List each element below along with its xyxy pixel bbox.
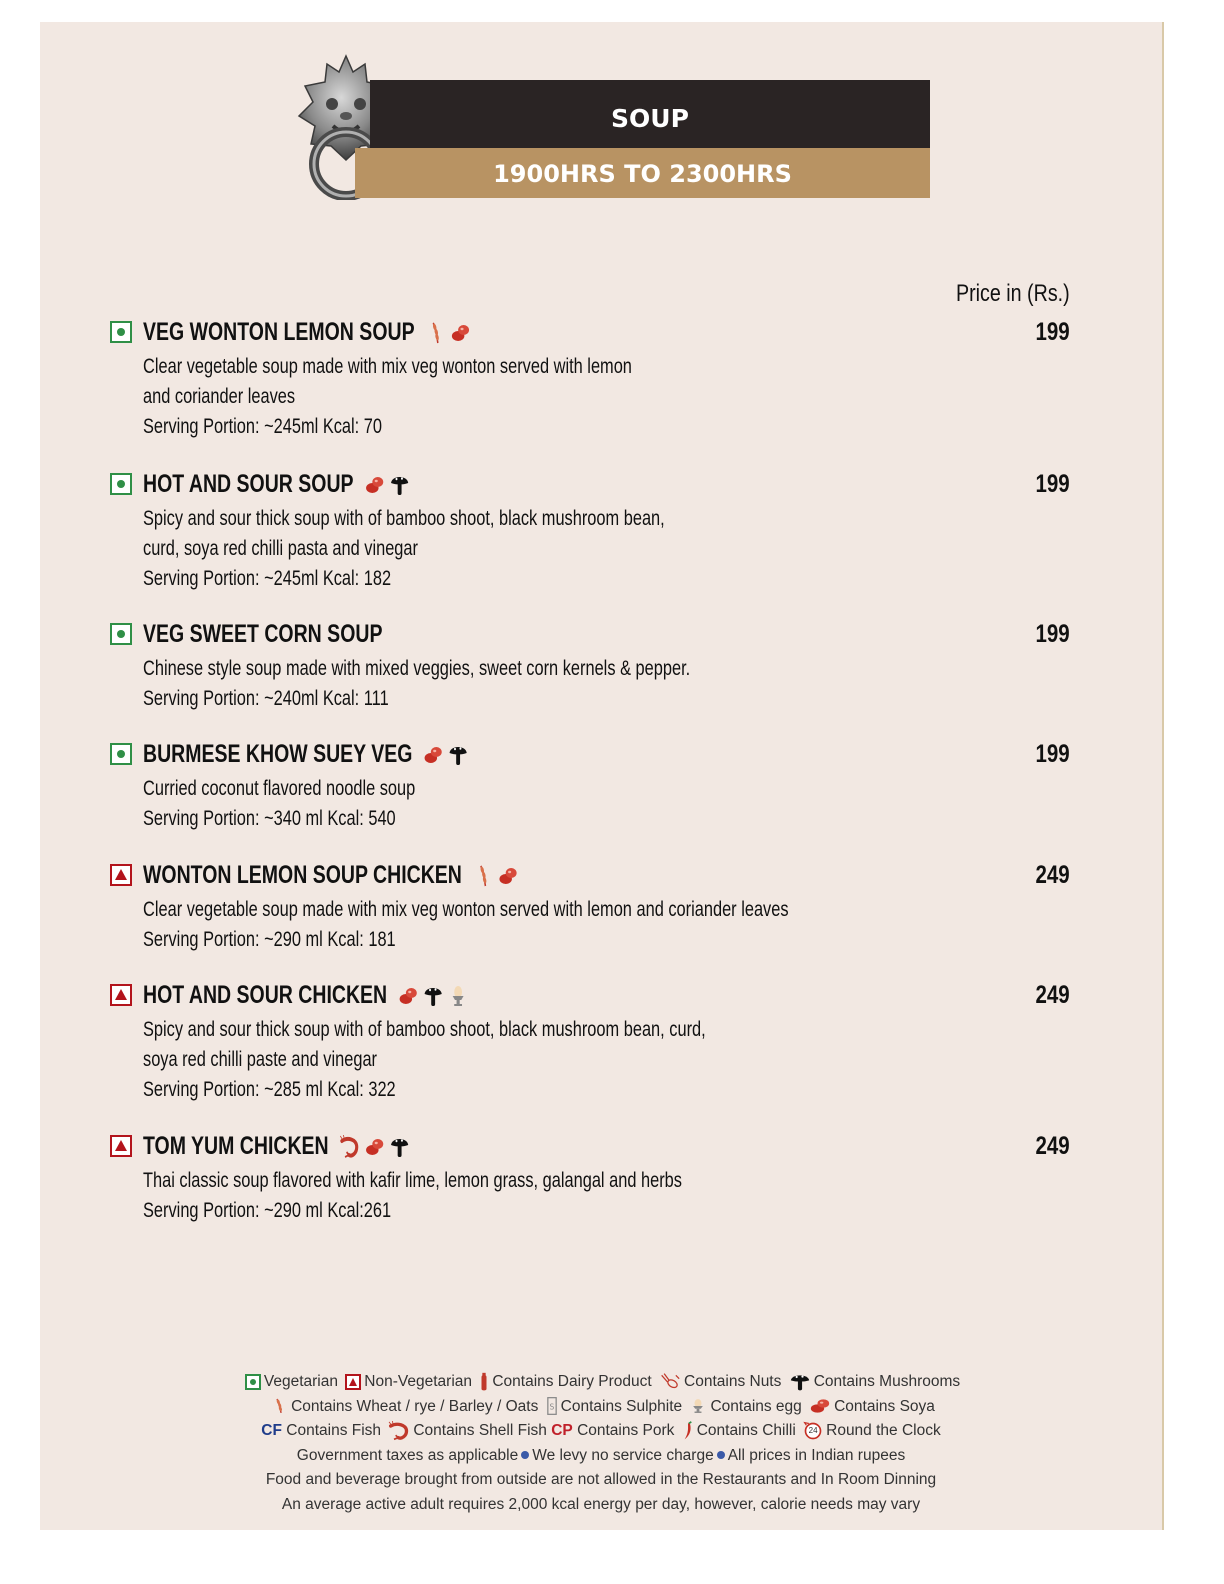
item-name-row — [143, 981, 468, 1010]
allergen-icons — [364, 473, 409, 497]
legend-kcal-note: An average active adult requires 2,000 kcal energy per day, however, calorie needs may vary — [281, 1495, 921, 1513]
legend-dairy: Contains Dairy Product — [492, 1373, 652, 1390]
service-hours: 1900HRS TO 2300HRS — [355, 148, 930, 198]
sulphite-icon — [546, 1396, 558, 1416]
item-description-line: Serving Portion: ~290 ml Kcal:261 — [143, 1199, 392, 1222]
nuts-icon — [659, 1372, 681, 1392]
legend-row-1 — [40, 1370, 1162, 1395]
item-description-line: and coriander leaves — [143, 385, 296, 408]
legend-shellfish: Contains Shell Fish — [413, 1422, 547, 1439]
legend-clock: Round the Clock — [826, 1422, 941, 1439]
allergen-icons — [340, 1135, 410, 1159]
item-price: 199 — [1035, 318, 1070, 346]
legend-row-2 — [40, 1395, 1162, 1420]
wheat-icon — [270, 1396, 288, 1416]
item-name-row — [143, 620, 382, 649]
item-description-line: Serving Portion: ~240ml Kcal: 111 — [143, 687, 389, 710]
item-name-row — [143, 861, 518, 890]
item-description-line: Clear vegetable soup made with mix veg wonton served with lemon — [143, 355, 632, 378]
legend-soya: Contains Soya — [834, 1397, 935, 1415]
legend-rupees: All prices in Indian rupees — [727, 1446, 906, 1464]
item-description-line: Chinese style soup made with mixed veggies, sweet corn kernels & pepper. — [143, 657, 691, 680]
item-description-line: Curried coconut flavored noodle soup — [143, 777, 416, 800]
dairy-icon — [479, 1372, 489, 1392]
mushroom-icon — [789, 1372, 811, 1392]
item-description-line: Serving Portion: ~290 ml Kcal: 181 — [143, 928, 396, 951]
allergen-icons — [425, 321, 470, 345]
legend-vegetarian: Vegetarian — [263, 1373, 338, 1390]
item-description-line: curd, soya red chilli pasta and vinegar — [143, 537, 418, 560]
legend-wheat: Contains Wheat / rye / Barley / Oats — [291, 1397, 539, 1415]
shellfish-icon — [388, 1421, 410, 1441]
menu-page — [40, 22, 1164, 1530]
item-name-row — [143, 740, 469, 769]
item-description — [143, 1015, 706, 1105]
item-name: BURMESE KHOW SUEY VEG — [143, 740, 413, 768]
veg-marker-icon — [110, 743, 132, 765]
veg-marker-icon — [245, 1374, 261, 1390]
wheat-icon — [473, 864, 493, 888]
item-description-line: Spicy and sour thick soup with of bamboo shoot, black mushroom bean, — [143, 507, 665, 530]
allergen-icons — [423, 743, 468, 767]
item-name: WONTON LEMON SOUP CHICKEN — [143, 861, 462, 889]
item-description-line: soya red chilli paste and vinegar — [143, 1048, 378, 1071]
legend-fish: Contains Fish — [286, 1422, 382, 1439]
legend-row-3 — [40, 1419, 1162, 1444]
item-name-row — [143, 318, 471, 347]
item-description-line: Serving Portion: ~245ml Kcal: 182 — [143, 567, 392, 590]
item-name: HOT AND SOUR SOUP — [143, 470, 354, 498]
item-price: 249 — [1035, 981, 1070, 1009]
legend — [40, 1370, 1162, 1517]
soya-icon — [364, 473, 384, 497]
mushroom-icon — [389, 473, 409, 497]
bullet-dot-icon — [717, 1451, 725, 1459]
soya-icon — [365, 1135, 385, 1159]
chilli-icon — [682, 1421, 694, 1441]
legend-nuts: Contains Nuts — [684, 1373, 782, 1390]
item-price: 199 — [1035, 620, 1070, 648]
legend-row-4 — [40, 1444, 1162, 1469]
non-veg-marker-icon — [110, 1135, 132, 1157]
mushroom-icon — [423, 984, 443, 1008]
item-description-line: Serving Portion: ~340 ml Kcal: 540 — [143, 807, 396, 830]
item-description — [143, 352, 632, 442]
legend-taxes: Government taxes as applicable — [296, 1446, 519, 1464]
menu-title: SOUP — [370, 80, 930, 148]
item-name: TOM YUM CHICKEN — [143, 1132, 329, 1160]
soya-icon — [398, 984, 418, 1008]
item-price: 199 — [1035, 470, 1070, 498]
allergen-icons — [398, 984, 468, 1008]
clock-icon — [803, 1421, 823, 1441]
soya-icon — [809, 1396, 831, 1416]
allergen-icons — [473, 864, 518, 888]
item-name-row — [143, 1132, 410, 1161]
non-veg-marker-icon — [110, 984, 132, 1006]
item-description — [143, 1166, 682, 1226]
item-description-line: Serving Portion: ~285 ml Kcal: 322 — [143, 1078, 396, 1101]
clock-badge: 24 — [808, 1425, 818, 1435]
item-description — [143, 654, 690, 714]
soya-icon — [498, 864, 518, 888]
item-description — [143, 774, 415, 834]
legend-non-vegetarian: Non-Vegetarian — [364, 1373, 473, 1390]
mushroom-icon — [389, 1135, 409, 1159]
veg-marker-icon — [110, 473, 132, 495]
bullet-dot-icon — [521, 1451, 529, 1459]
wheat-icon — [425, 321, 445, 345]
egg-icon — [448, 984, 468, 1008]
item-price: 249 — [1035, 1132, 1070, 1160]
item-name-row — [143, 470, 410, 499]
mushroom-icon — [448, 743, 468, 767]
legend-outside-food: Food and beverage brought from outside are not allowed in the Restaurants and In Room Dinning — [265, 1471, 937, 1488]
shellfish-icon — [340, 1135, 360, 1159]
legend-mushrooms: Contains Mushrooms — [813, 1373, 961, 1390]
item-price: 199 — [1035, 740, 1070, 768]
item-name: HOT AND SOUR CHICKEN — [143, 981, 388, 1009]
item-price: 249 — [1035, 861, 1070, 889]
fish-code: CF — [261, 1422, 282, 1439]
legend-egg: Contains egg — [710, 1397, 802, 1415]
item-description — [143, 895, 789, 955]
non-veg-marker-icon — [110, 864, 132, 886]
legend-pork: Contains Pork — [577, 1422, 675, 1439]
price-column-heading: Price in (Rs.) — [956, 280, 1070, 307]
veg-marker-icon — [110, 321, 132, 343]
pork-code: CP — [551, 1422, 573, 1439]
item-name: VEG WONTON LEMON SOUP — [143, 318, 415, 346]
item-description-line: Clear vegetable soup made with mix veg wonton served with lemon and coriander leaves — [143, 898, 789, 921]
item-description-line: Spicy and sour thick soup with of bamboo shoot, black mushroom bean, curd, — [143, 1018, 706, 1041]
item-description-line: Serving Portion: ~245ml Kcal: 70 — [143, 415, 383, 438]
item-name: VEG SWEET CORN SOUP — [143, 620, 383, 648]
legend-sulphite: Contains Sulphite — [560, 1397, 683, 1415]
non-veg-marker-icon — [345, 1374, 361, 1390]
veg-marker-icon — [110, 623, 132, 645]
soya-icon — [423, 743, 443, 767]
soya-icon — [450, 321, 470, 345]
legend-service: We levy no service charge — [532, 1446, 714, 1464]
egg-icon — [689, 1396, 707, 1416]
item-description-line: Thai classic soup flavored with kafir lime, lemon grass, galangal and herbs — [143, 1169, 682, 1192]
legend-chilli: Contains Chilli — [696, 1422, 796, 1439]
item-description — [143, 504, 665, 594]
